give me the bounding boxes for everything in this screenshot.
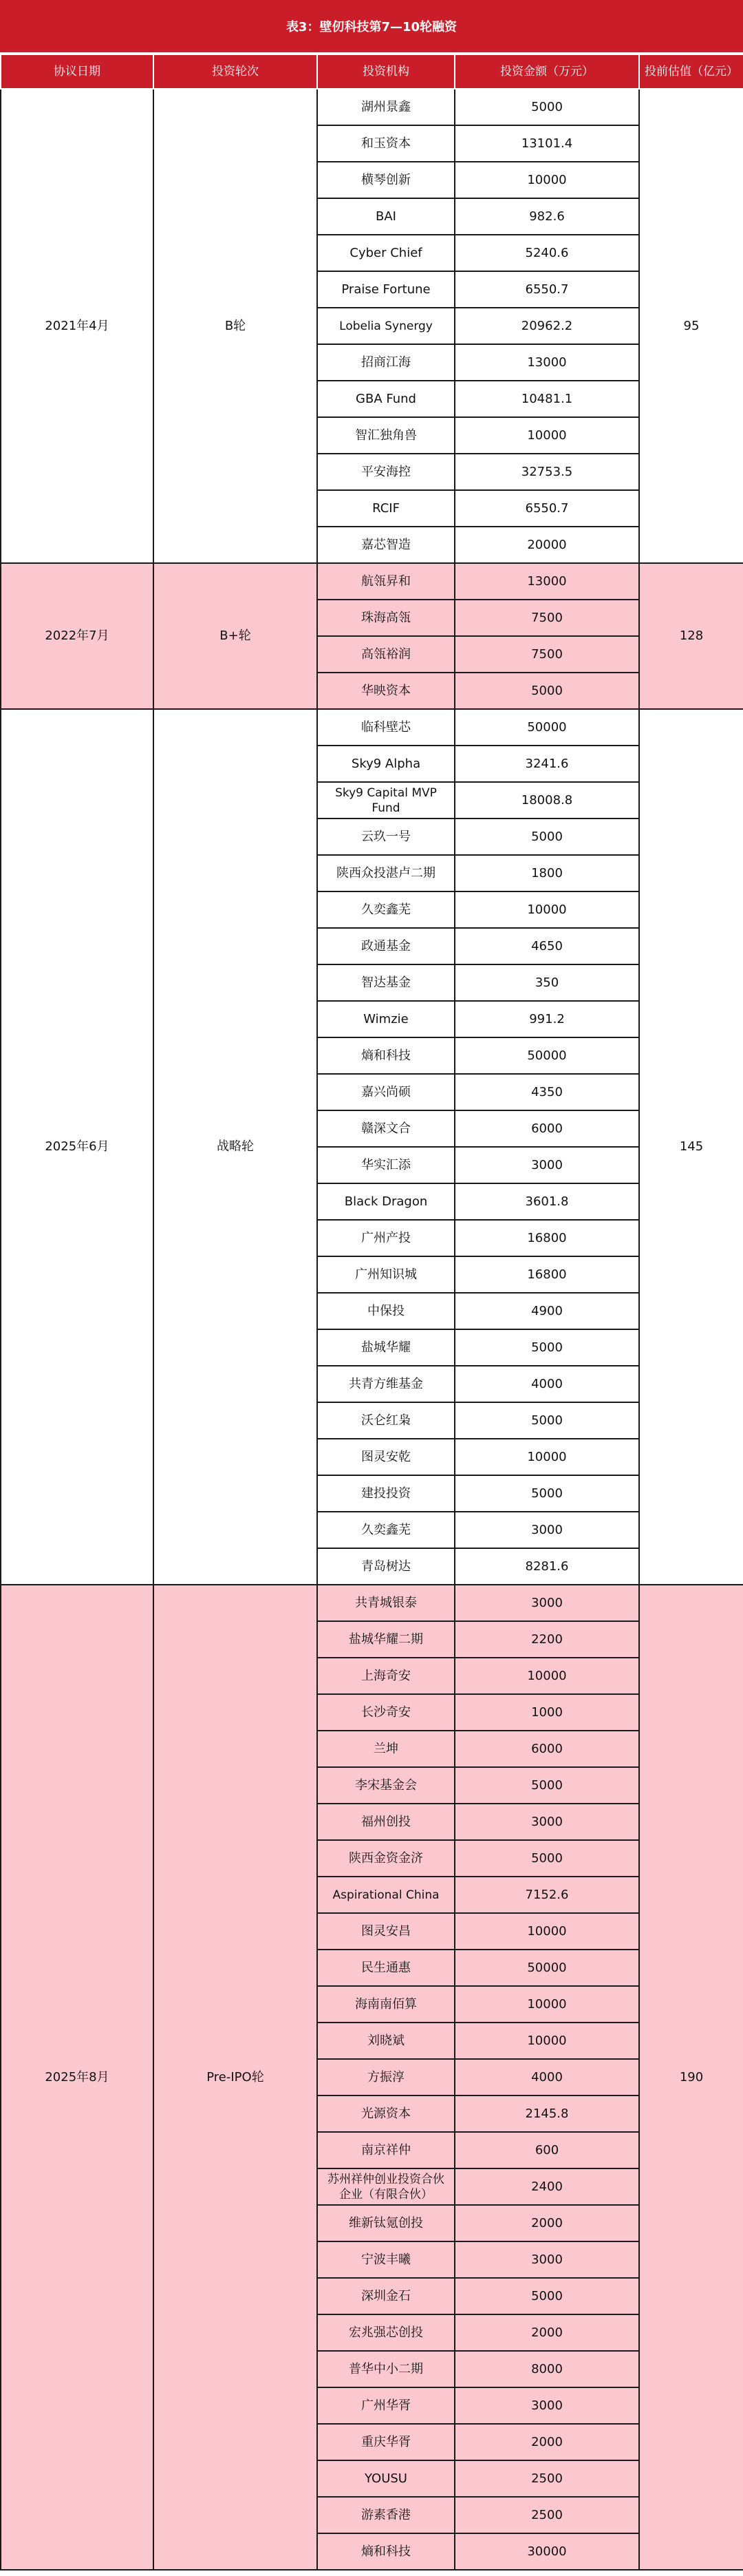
amount-cell: 1800 (455, 855, 639, 891)
investor-cell: YOUSU (317, 2460, 455, 2497)
investor-cell: 平安海控 (317, 454, 455, 490)
investor-cell: 民生通惠 (317, 1950, 455, 1986)
amount-cell: 50000 (455, 709, 639, 746)
amount-cell: 13101.4 (455, 125, 639, 162)
investor-cell: 航瓴昇和 (317, 563, 455, 600)
amount-cell: 5000 (455, 1840, 639, 1877)
amount-cell: 4350 (455, 1074, 639, 1110)
round-cell: 战略轮 (153, 709, 317, 1585)
amount-cell: 8281.6 (455, 1548, 639, 1585)
amount-cell: 6000 (455, 1731, 639, 1767)
investor-cell: 嘉兴尚硕 (317, 1074, 455, 1110)
amount-cell: 10000 (455, 1658, 639, 1694)
agreement-date-cell: 2022年7月 (1, 563, 153, 709)
investor-cell: Wimzie (317, 1001, 455, 1037)
amount-cell: 50000 (455, 1950, 639, 1986)
table-row (1, 563, 743, 600)
amount-cell: 5000 (455, 89, 639, 125)
investor-cell: 共青方维基金 (317, 1366, 455, 1402)
investor-cell: 中保投 (317, 1293, 455, 1329)
investor-cell: Praise Fortune (317, 271, 455, 308)
investor-cell: 广州知识城 (317, 1256, 455, 1293)
investor-cell: 深圳金石 (317, 2278, 455, 2314)
amount-cell: 3000 (455, 2241, 639, 2278)
valuation-cell: 95 (639, 89, 743, 563)
amount-cell: 3000 (455, 1147, 639, 1183)
amount-cell: 5000 (455, 673, 639, 709)
amount-cell: 16800 (455, 1256, 639, 1293)
investor-cell: 长沙奇安 (317, 1694, 455, 1731)
amount-cell: 2500 (455, 2497, 639, 2533)
amount-cell: 3000 (455, 1585, 639, 1621)
investor-cell: Black Dragon (317, 1183, 455, 1220)
investor-cell: Sky9 Alpha (317, 746, 455, 782)
amount-cell: 6550.7 (455, 490, 639, 527)
investor-cell: 图灵安乾 (317, 1439, 455, 1475)
amount-cell: 10000 (455, 1439, 639, 1475)
amount-cell: 4000 (455, 1366, 639, 1402)
amount-cell: 3241.6 (455, 746, 639, 782)
investor-cell: 光源资本 (317, 2095, 455, 2132)
investor-cell: 重庆华胥 (317, 2424, 455, 2460)
investor-cell: 图灵安昌 (317, 1913, 455, 1950)
investor-cell: 嘉芯智造 (317, 527, 455, 563)
investor-cell: 盐城华耀 (317, 1329, 455, 1366)
table-row (1, 1585, 743, 1621)
investor-cell: 广州产投 (317, 1220, 455, 1256)
investor-cell: 久奕鑫芜 (317, 891, 455, 928)
investor-cell: 华映资本 (317, 673, 455, 709)
amount-cell: 5000 (455, 1475, 639, 1512)
investor-cell: 云玖一号 (317, 819, 455, 855)
investor-cell: 和玉资本 (317, 125, 455, 162)
amount-cell: 30000 (455, 2533, 639, 2570)
header-round: 投资轮次 (153, 54, 317, 89)
investor-cell: 陕西金资金济 (317, 1840, 455, 1877)
investor-cell: 建投投资 (317, 1475, 455, 1512)
amount-cell: 3000 (455, 1804, 639, 1840)
financing-table (0, 54, 743, 2570)
amount-cell: 6550.7 (455, 271, 639, 308)
investor-cell: 福州创投 (317, 1804, 455, 1840)
investor-cell: 熵和科技 (317, 1037, 455, 1074)
amount-cell: 2500 (455, 2460, 639, 2497)
investor-cell: 刘晓斌 (317, 2023, 455, 2059)
amount-cell: 5000 (455, 1329, 639, 1366)
amount-cell: 10481.1 (455, 381, 639, 417)
amount-cell: 10000 (455, 2023, 639, 2059)
investor-cell: Sky9 Capital MVP Fund (317, 782, 455, 819)
amount-cell: 4650 (455, 928, 639, 964)
amount-cell: 10000 (455, 162, 639, 198)
investor-cell: 南京祥仲 (317, 2132, 455, 2168)
amount-cell: 50000 (455, 1037, 639, 1074)
investor-cell: 共青城银泰 (317, 1585, 455, 1621)
investor-cell: 宏兆强芯创投 (317, 2314, 455, 2351)
amount-cell: 7500 (455, 600, 639, 636)
amount-cell: 6000 (455, 1110, 639, 1147)
amount-cell: 5000 (455, 819, 639, 855)
amount-cell: 20962.2 (455, 308, 639, 344)
amount-cell: 5000 (455, 1767, 639, 1804)
investor-cell: 久奕鑫芜 (317, 1512, 455, 1548)
amount-cell: 600 (455, 2132, 639, 2168)
investor-cell: 兰坤 (317, 1731, 455, 1767)
amount-cell: 13000 (455, 344, 639, 381)
amount-cell: 3000 (455, 1512, 639, 1548)
valuation-cell: 145 (639, 709, 743, 1585)
investor-cell: 宁波丰曦 (317, 2241, 455, 2278)
round-cell: Pre-IPO轮 (153, 1585, 317, 2570)
amount-cell: 32753.5 (455, 454, 639, 490)
header-amount: 投资金额（万元） (455, 54, 639, 89)
investor-cell: RCIF (317, 490, 455, 527)
investor-cell: 横琴创新 (317, 162, 455, 198)
amount-cell: 10000 (455, 417, 639, 454)
header-investor: 投资机构 (317, 54, 455, 89)
amount-cell: 16800 (455, 1220, 639, 1256)
investor-cell: 苏州祥仲创业投资合伙企业（有限合伙） (317, 2168, 455, 2205)
amount-cell: 2000 (455, 2314, 639, 2351)
amount-cell: 2200 (455, 1621, 639, 1658)
investor-cell: 临科壁芯 (317, 709, 455, 746)
investor-cell: 招商江海 (317, 344, 455, 381)
amount-cell: 18008.8 (455, 782, 639, 819)
agreement-date-cell: 2025年6月 (1, 709, 153, 1585)
agreement-date-cell: 2021年4月 (1, 89, 153, 563)
amount-cell: 1000 (455, 1694, 639, 1731)
round-cell: B轮 (153, 89, 317, 563)
investor-cell: 普华中小二期 (317, 2351, 455, 2387)
investor-cell: 赣深文合 (317, 1110, 455, 1147)
table-body (1, 89, 743, 2570)
investor-cell: 高瓴裕润 (317, 636, 455, 673)
amount-cell: 350 (455, 964, 639, 1001)
investor-cell: Lobelia Synergy (317, 308, 455, 344)
investor-cell: 游素香港 (317, 2497, 455, 2533)
investor-cell: 维新钛氪创投 (317, 2205, 455, 2241)
table-header (1, 54, 743, 89)
amount-cell: 4900 (455, 1293, 639, 1329)
investor-cell: 青岛树达 (317, 1548, 455, 1585)
amount-cell: 982.6 (455, 198, 639, 235)
amount-cell: 8000 (455, 2351, 639, 2387)
amount-cell: 5240.6 (455, 235, 639, 271)
amount-cell: 5000 (455, 2278, 639, 2314)
amount-cell: 4000 (455, 2059, 639, 2095)
valuation-cell: 128 (639, 563, 743, 709)
amount-cell: 20000 (455, 527, 639, 563)
investor-cell: 沃仑红枭 (317, 1402, 455, 1439)
amount-cell: 7152.6 (455, 1877, 639, 1913)
investor-cell: 政通基金 (317, 928, 455, 964)
amount-cell: 10000 (455, 1913, 639, 1950)
investor-cell: 陕西众投湛卢二期 (317, 855, 455, 891)
amount-cell: 3601.8 (455, 1183, 639, 1220)
investor-cell: 盐城华耀二期 (317, 1621, 455, 1658)
investor-cell: 广州华胥 (317, 2387, 455, 2424)
investor-cell: 智达基金 (317, 964, 455, 1001)
amount-cell: 5000 (455, 1402, 639, 1439)
table-row (1, 709, 743, 746)
investor-cell: 湖州景鑫 (317, 89, 455, 125)
amount-cell: 2000 (455, 2205, 639, 2241)
investor-cell: 华实汇添 (317, 1147, 455, 1183)
amount-cell: 10000 (455, 1986, 639, 2023)
amount-cell: 13000 (455, 563, 639, 600)
amount-cell: 3000 (455, 2387, 639, 2424)
investor-cell: Aspirational China (317, 1877, 455, 1913)
investor-cell: 珠海高瓴 (317, 600, 455, 636)
amount-cell: 991.2 (455, 1001, 639, 1037)
investor-cell: 李宋基金会 (317, 1767, 455, 1804)
header-valuation: 投前估值（亿元） (639, 54, 743, 89)
investor-cell: 上海奇安 (317, 1658, 455, 1694)
amount-cell: 7500 (455, 636, 639, 673)
amount-cell: 2400 (455, 2168, 639, 2205)
investor-cell: 熵和科技 (317, 2533, 455, 2570)
investor-cell: 方振淳 (317, 2059, 455, 2095)
header-row (1, 54, 743, 89)
investor-cell: 海南南佰算 (317, 1986, 455, 2023)
header-agreement-date: 协议日期 (1, 54, 153, 89)
investor-cell: Cyber Chief (317, 235, 455, 271)
amount-cell: 2000 (455, 2424, 639, 2460)
table-title: 表3：壁仞科技第7—10轮融资 (0, 0, 743, 54)
valuation-cell: 190 (639, 1585, 743, 2570)
table-row (1, 89, 743, 125)
investor-cell: BAI (317, 198, 455, 235)
amount-cell: 10000 (455, 891, 639, 928)
agreement-date-cell: 2025年8月 (1, 1585, 153, 2570)
investor-cell: GBA Fund (317, 381, 455, 417)
round-cell: B+轮 (153, 563, 317, 709)
amount-cell: 2145.8 (455, 2095, 639, 2132)
investor-cell: 智汇独角兽 (317, 417, 455, 454)
